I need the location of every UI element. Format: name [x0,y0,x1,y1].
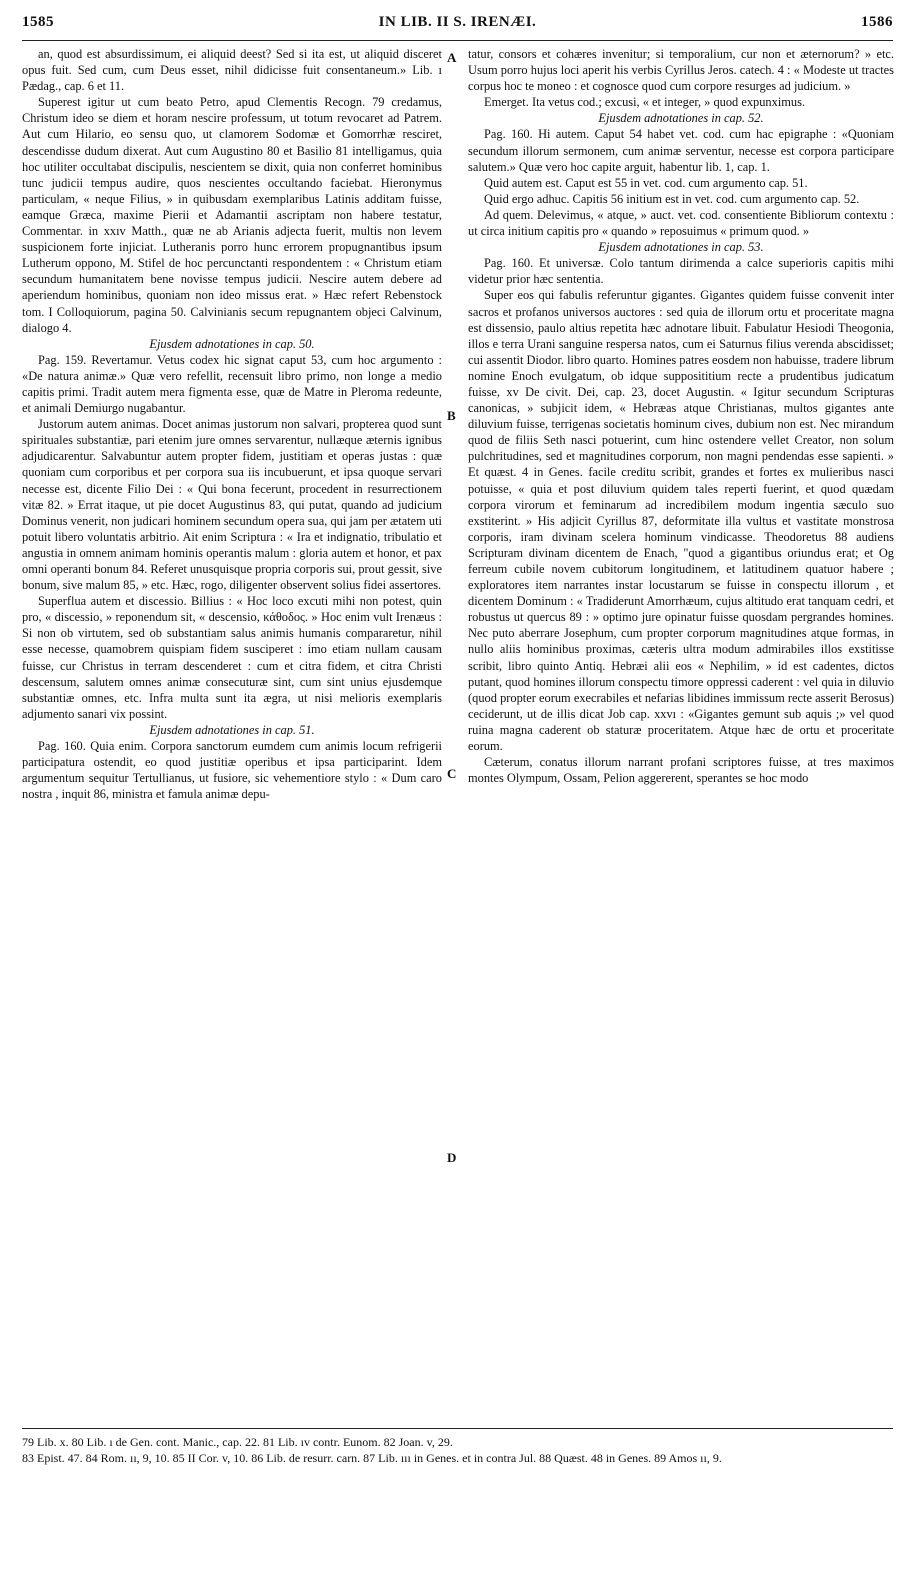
margin-marker-d: D [447,1150,457,1165]
section-heading: Ejusdem adnotationes in cap. 50. [149,336,315,351]
paragraph: Super eos qui fabulis referuntur gigantes. Gigantes quidem fuisse convenit inter sacros et profanos universos auctores : sed quia de illorum ortu et proceritate magna est dissensio, paulo altius repetita hæc adnotare libuit. Fabulatur Hesiodi Theogonia, illos e terra Urani sanguine respersa natos, cum ei Saturnus filius verenda abscidisset; cui assentit Diodor. libro quarto. Homines patres eosdem non habuisse, tradere librum nomine Enoch evulgatum, ob idque supposititium recte a prudentibus judicatum fuisse, xv De civit. Dei, cap. 23, docet Augustin. « Igitur secundum Scripturas canonicas, » subjicit idem, « Hebræas atque Christianas, multos gigantes ante diluvium fuisse, terrigenas societatis hominum cives, dubium non est. Nec mirandum quod de filiis Seth nasci potuerint, cum hinc ostendere vellet Creator, non solum pulchritudines, sed et magnitudines corporum, non magni pendendas esse sapienti. » Et quæst. 4 in Genes. facile creditu scribit, grandes et fortes ex mulieribus nasci potuisse, « quia et post diluvium quidem tales reperti fuerint, et quod quædam corpora virorum et feminarum ad incredibilem modum ingentia sæculo suo exstiterint. » His adjicit Cyrillus 87, deformitate illa vultus et vastitate monstrosa corporis, iram divinam scelera hominum vindicasse. Theodoretus 88 audiens Scripturam divinam dicentem de Enach, "quod a gigantibus oriundus erat; et Og ferreum cubile novem cubitorum longitudinem, et latitudinem quatuor habere ; exploratores item narrantes instar locustarum se fuisse in conspectu illorum , et dicentem Dominum : « Tradiderunt Amorrhæum, cujus altitudo erat tanquam cedri, et robustus ut quercus 89 : » optimo jure opinatur fuisse quosdam pergrandes homines. Nec puto aberrare Josephum, cum propter corporum magnitudines atque formas, in nullo aliis hominibus proximas, cæteris ultra modum admirabiles illos exstitisse scribit, libro quinto Antiq. Hebræi alii eos « Nephilim, » id est cadentes, dictos putant, quod homines illorum conspectu timore oppressi caderent : vel quia in diluvio (quod propter eorum execrabiles et nefarias libidines immissum recte asserit Berosus) ceciderunt, ut de illis dicat Job cap. xxvı : «Gigantes gemunt sub aquis ;» vel quod ruina magna caderent ob staturæ proceritatem. Atque hæc de ortu et proceritate eorum. [468,288,894,754]
section-heading: Ejusdem adnotationes in cap. 52. [598,111,764,126]
running-header [22,14,893,41]
margin-marker-b: B [447,408,456,423]
footnote-line: 83 Epist. 47. 84 Rom. ıı, 9, 10. 85 II Cor. v, 10. 86 Lib. de resurr. carn. 87 Lib. ııı in Genes. et in contra Jul. 88 Quæst. 48 in Genes. 89 Amos ıı, 9. [22,1451,722,1465]
paragraph: Quid autem est. Caput est 55 in vet. cod. cum argumento cap. 51. [484,175,808,190]
paragraph: Justorum autem animas. Docet animas justorum non salvari, propterea quod sunt spirituales substantiæ, pari etenim jure omnes servarentur, nullæque æternis ignibus adjudicarentur. Salvabuntur autem propter fidem, justitiam et operas justas : quæ quoniam cum corporibus et per corpora sua iis incubuerunt, et ipsa quoque servari necesse est, dicente Filio Dei : « Qui bona fecerunt, procedent in resurrectionem vitæ 82. » Errat itaque, ut pie docet Augustinus 83, qui putat, quando ad judicium Dominus venerit, non judicari hominem secundum opera sua, qui jam per ætatem uti potuit libero voluntatis arbitrio. Ait enim Scriptura : « Ira et indignatio, tribulatio et angustia in omnem animam hominis operantis malum : gloria autem et honor, et pax omni operanti bonum 84. Referet unusquisque propria corporis sui, prout gessit, sive bonum, sive malum 85, » etc. Hæc, rogo, diligenter observent solius fidei assertores. [22,417,442,593]
footnotes [22,1434,893,1466]
right-column [468,46,894,1418]
paragraph: tatur, consors et cohæres invenitur; si temporalium, cur non et æternorum? » etc. Usum porro hujus loci aperit his verbis Cyrillus Jeros. catech. 4 : « Modeste ut tractes corpus hoc te moneo : et cognosce quod cum corpore resurges ad judicium. » [468,47,894,94]
running-title: IN LIB. II S. IRENÆI. [378,14,537,30]
paragraph: Superflua autem et discessio. Billius : « Hoc loco excuti mihi non potest, quin pro, « discessio, » reponendum sit, « descensio, κάθοδος. » Hoc enim vult Irenæus : Si non ob virtutem, sed ob substantiam salus animis humanis compararetur, nihil esse necesse, quamobrem quispiam fidem susciperet : imo etiam nullam causam fuisse, cur Christus in terram descenderet : cum et citra fidem, et citra Christi descensum, salutem omnes animæ consecuturæ sint, cum sint unius ejusdemque substantiæ omnes, etc. Infra multa sunt ita ægra, ut nisi melioris exemplaris adjumento sanari vix possint. [22,594,442,721]
paragraph: Pag. 160. Et universæ. Colo tantum dirimenda a calce superioris capitis mihi videtur prior hæc sententia. [468,256,894,287]
section-heading: Ejusdem adnotationes in cap. 51. [149,722,315,737]
page-number-left: 1585 [22,14,54,30]
paragraph: Pag. 160. Quia enim. Corpora sanctorum eumdem cum animis locum refrigerii participatura ostendit, eo quod justitiæ operibus et ipsa participarint. Idem argumentum sequitur Tertullianus, ut fusiore, sic vehementiore stylo : « Dum caro nostra , inquit 86, ministra et famula animæ depu- [22,739,442,802]
left-column [22,46,442,1418]
paragraph: an, quod est absurdissimum, ei aliquid deest? Sed si ita est, ut aliquid disceret opus fuit. Sed cum, cum Deus esset, nihil didicisse fuit consentaneum.» Lib. ı Pædag., cap. 6 et 11. [22,47,442,94]
paragraph: Quid ergo adhuc. Capitis 56 initium est in vet. cod. cum argumento cap. 52. [484,191,860,206]
paragraph: Emerget. Ita vetus cod.; excusi, « et integer, » quod expunximus. [484,95,806,110]
paragraph: Ad quem. Delevimus, « atque, » auct. vet. cod. consentiente Bibliorum contextu : ut circa initium capitis pro « quando » reposuimus « primum quod. » [468,207,894,239]
section-heading: Ejusdem adnotationes in cap. 53. [598,240,764,255]
footnote-divider [22,1428,893,1429]
paragraph: Pag. 159. Revertamur. Vetus codex hic signat caput 53, cum hoc argumento : «De natura animæ.» Quæ vero refellit, recensuit libro primo, non longe a medio capitis primi. Tradit autem mera figmenta esse, quæ de Matre in Pleroma redeunte, et animali Demiurgo nugabantur. [22,352,442,416]
footnote-line: 79 Lib. x. 80 Lib. ı de Gen. cont. Manic., cap. 22. 81 Lib. ıv contr. Eunom. 82 Joan. v, 29. [22,1435,453,1449]
margin-marker-a: A [447,50,457,65]
page-number-right: 1586 [860,14,893,30]
margin-marker-c: C [447,766,457,781]
paragraph: Pag. 160. Hi autem. Caput 54 habet vet. cod. cum hac epigraphe : «Quoniam secundum illorum sermonem, cum animæ serventur, necesse est corpora participare salutem.» Quæ vero hoc capite arguit, habentur lib. 1, cap. 1. [468,127,894,174]
paragraph: Superest igitur ut cum beato Petro, apud Clementis Recogn. 79 credamus, Christum ideo se diem et horam nescire professum, ut totum revocaret ad Patrem. Aut cum Hilario, eo sensu quo, ut clamorem Sodomæ et Gomorrhæ resciret, descendisse dudum dixerat. Aut cum Augustino 80 et Basilio 81 intelligamus, quia hoc utiliter occultabat discipulis, nescientem se dixit, quia non conferret hominibus tunc judicii tempus audire, quos nescientes occultando faciebat. Hieronymus particulam, « neque Filius, » in quibusdam exemplaribus Latinis additam fuisse, eamque Græca, maxime Pierii et Adamantii ascriptam non habere testatur, Commentar. in xxıv Matth., quæ ne ab Arianis adjecta fuerit, multis non levem suspicionem forte injiciat. Lutheranis porro hunc errorem propugnantibus ipsum Lutherum oppono, M. Stifel de hoc percunctanti respondentem : « Christum etiam secundum humanitatem bene novisse tempus judicii. Nescire autem debere ad aperiendum hominibus, quoniam non ideo missus erat. » Hæc refert Rebenstock tom. I Colloquiorum, pagina 50. Calvinianis secum repugnantem objeci Calvinum, dialogo 4. [22,95,442,335]
paragraph: Cæterum, conatus illorum narrant profani scriptores fuisse, at tres maximos montes Olympum, Ossam, Pelion aggererent, sperantes se hoc modo [468,755,894,786]
